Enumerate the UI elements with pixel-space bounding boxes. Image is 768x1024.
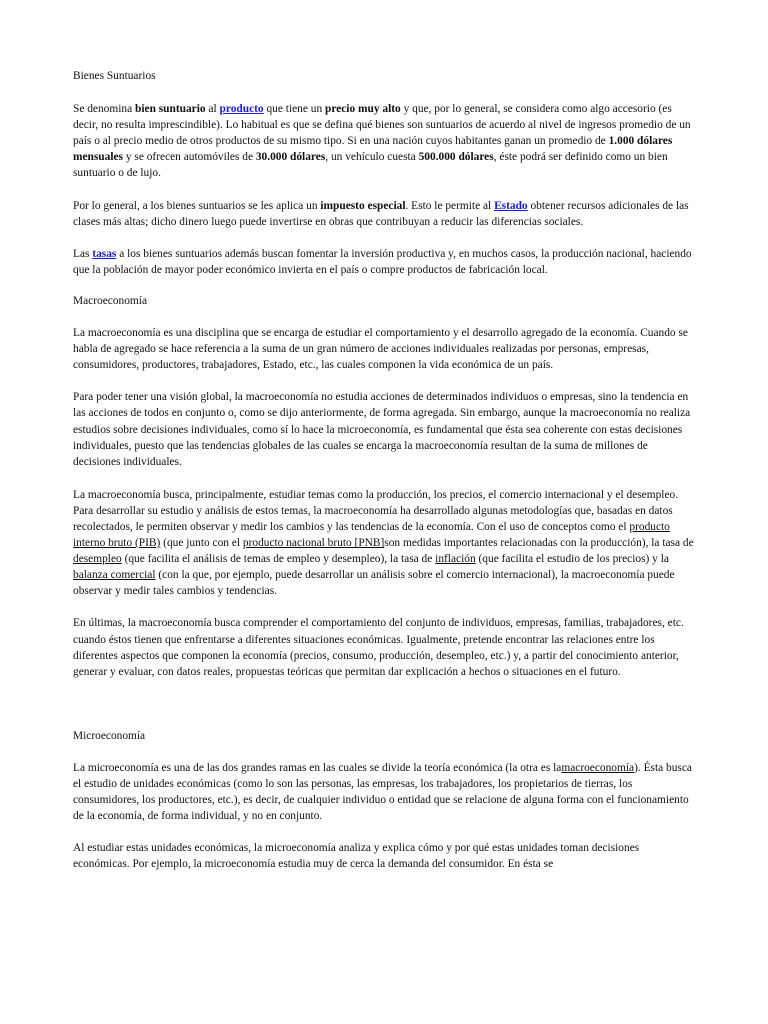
paragraph-macro-vision-global: Para poder tener una visión global, la macroeconomía no estudia acciones de determinados individuos o empresas, sino la tendencia en las acciones de todos en conjunto o, como se dijo anteriormente, de forma agregada. Sin embargo, aunque la macroeconomía no realiza estudios sobre decisiones individuales, como sí lo hace la microeconomía, es fundamental que ésta sea coherente con estas decisiones individuales, puesto que las tendencias globales de las cuales se encarga la macroeconomía resultan de la suma de millones de decisiones individuales. <box>73 391 691 468</box>
link-balanza-comercial[interactable]: balanza comercial <box>73 569 156 582</box>
text-run: Se denomina <box>73 103 136 116</box>
bold-term-precio-muy-alto: precio muy alto <box>325 103 401 116</box>
document-page <box>73 68 698 872</box>
section-title-macroeconomia: Macroeconomía <box>73 294 148 307</box>
paragraph-macro-definicion: La macroeconomía es una disciplina que se encarga de estudiar el comportamiento y el desarrollo agregado de la economía. Cuando se habla de agregado se hace referencia a la suma de un gran número de acciones individuales realizadas por personas, empresas, consumidores, productores, trabajadores, Estado, etc., las cuales componen la vida económica de un país. <box>73 327 688 372</box>
paragraph-macro-temas <box>73 487 698 600</box>
section-title-microeconomia: Microeconomía <box>73 729 146 742</box>
text-run: al <box>205 103 220 116</box>
text-run: La microeconomía es una de las dos grandes ramas en las cuales se divide la teoría económica (la otra es la <box>73 761 562 774</box>
text-run: , un vehículo cuesta <box>325 151 419 164</box>
link-estado[interactable]: Estado <box>494 199 528 212</box>
paragraph-macro-ultimas: En últimas, la macroeconomía busca comprender el comportamiento del conjunto de individuos, empresas, familias, trabajadores, etc. cuando éstos tienen que enfrentarse a diferentes situaciones económicas. Igualmente, pretende encontrar las relaciones entre los diferentes aspectos que componen la economía (precios, consumo, producción, desempleo, etc.) y, a partir del conocimiento anterior, generar y evaluar, con datos reales, propuestas teóricas que permitan dar explicación a hechos o situaciones en el futuro. <box>73 617 684 678</box>
paragraph-bien-suntuario-definicion <box>73 101 698 181</box>
text-run: que tiene un <box>263 103 326 116</box>
text-run: Por lo general, a los bienes suntuarios se les aplica un <box>73 199 321 212</box>
link-inflacion[interactable]: inflación <box>435 553 476 566</box>
link-producto[interactable]: producto <box>219 103 264 116</box>
bold-term-precio-vehiculo: 500.000 dólares <box>418 151 494 164</box>
paragraph-impuesto-especial <box>73 198 698 230</box>
link-pib[interactable]: producto interno bruto (PIB) <box>73 520 670 550</box>
bold-term-ingreso: 1.000 dólares mensuales <box>73 135 673 164</box>
link-tasas[interactable]: tasas <box>92 247 117 260</box>
text-run: ). Ésta busca el estudio de unidades económicas (como lo son las personas, las empresas, los trabajadores, los propietarios de tierras, los consumidores, los productores, etc.), es decir, de cualquier individuo o entidad que se relacione de alguna forma con el funcionamiento de la economía, de forma individual, y no en conjunto. <box>73 761 692 823</box>
link-pnb[interactable]: producto nacional bruto [PNB] <box>242 537 385 550</box>
bold-term-precio-auto: 30.000 dólares <box>255 151 326 164</box>
text-run: Las <box>73 247 93 260</box>
bold-term-bien-suntuario: bien suntuario <box>135 103 206 116</box>
link-macroeconomia[interactable]: macroeconomía <box>561 761 635 774</box>
link-desempleo[interactable]: desempleo <box>73 553 122 566</box>
text-run: (que junto con el <box>160 537 243 550</box>
bold-term-impuesto-especial: impuesto especial <box>320 199 406 212</box>
paragraph-micro-unidades: Al estudiar estas unidades económicas, la microeconomía analiza y explica cómo y por qué estas unidades toman decisiones económicas. Por ejemplo, la microeconomía estudia muy de cerca la demanda del consumidor. En ésta se <box>73 842 640 871</box>
text-run: son medidas importantes relacionadas con la producción), la tasa de <box>384 537 694 550</box>
text-run: . Esto le permite al <box>405 199 495 212</box>
text-run: a los bienes suntuarios además buscan fomentar la inversión productiva y, en muchos casos, la producción nacional, haciendo que la población de mayor poder económico invierta en el país o compre productos de fabricación local. <box>73 247 692 276</box>
paragraph-tasas <box>73 246 698 278</box>
text-run: , éste podrá ser definido como un bien suntuario o de lujo. <box>73 151 668 180</box>
text-run: y se ofrecen automóviles de <box>123 151 256 164</box>
text-run: (con la que, por ejemplo, puede desarrollar un análisis sobre el comercio internacional), la macroeconomía puede observar y medir tales cambios y tendencias. <box>73 569 675 598</box>
text-run: (que facilita el estudio de los precios) y la <box>475 553 669 566</box>
text-run: (que facilita el análisis de temas de empleo y desempleo), la tasa de <box>121 553 436 566</box>
text-run: obtener recursos adicionales de las clases más altas; dicho dinero luego puede invertirse en obras que contribuyan a reducir las diferencias sociales. <box>73 199 689 228</box>
paragraph-micro-definicion <box>73 760 698 824</box>
text-run: y que, por lo general, se considera como algo accesorio (es decir, no resulta imprescindible). Lo habitual es que se defina qué bienes son suntuarios de acuerdo al nivel de ingresos promedio de un país o al precio medio de otros productos de su mismo tipo. Si en una nación cuyos habitantes ganan un promedio de <box>73 103 691 148</box>
section-title-bienes-suntuarios: Bienes Suntuarios <box>73 70 156 82</box>
text-run: La macroeconomía busca, principalmente, estudiar temas como la producción, los precios, el comercio internacional y el desempleo. Para desarrollar su estudio y análisis de estos temas, la macroeconomía ha desarrollado algunas metodologías que, basadas en datos recolectados, le permiten observar y medir los cambios y las tendencias de la economía. Con el uso de conceptos como el <box>73 488 679 533</box>
